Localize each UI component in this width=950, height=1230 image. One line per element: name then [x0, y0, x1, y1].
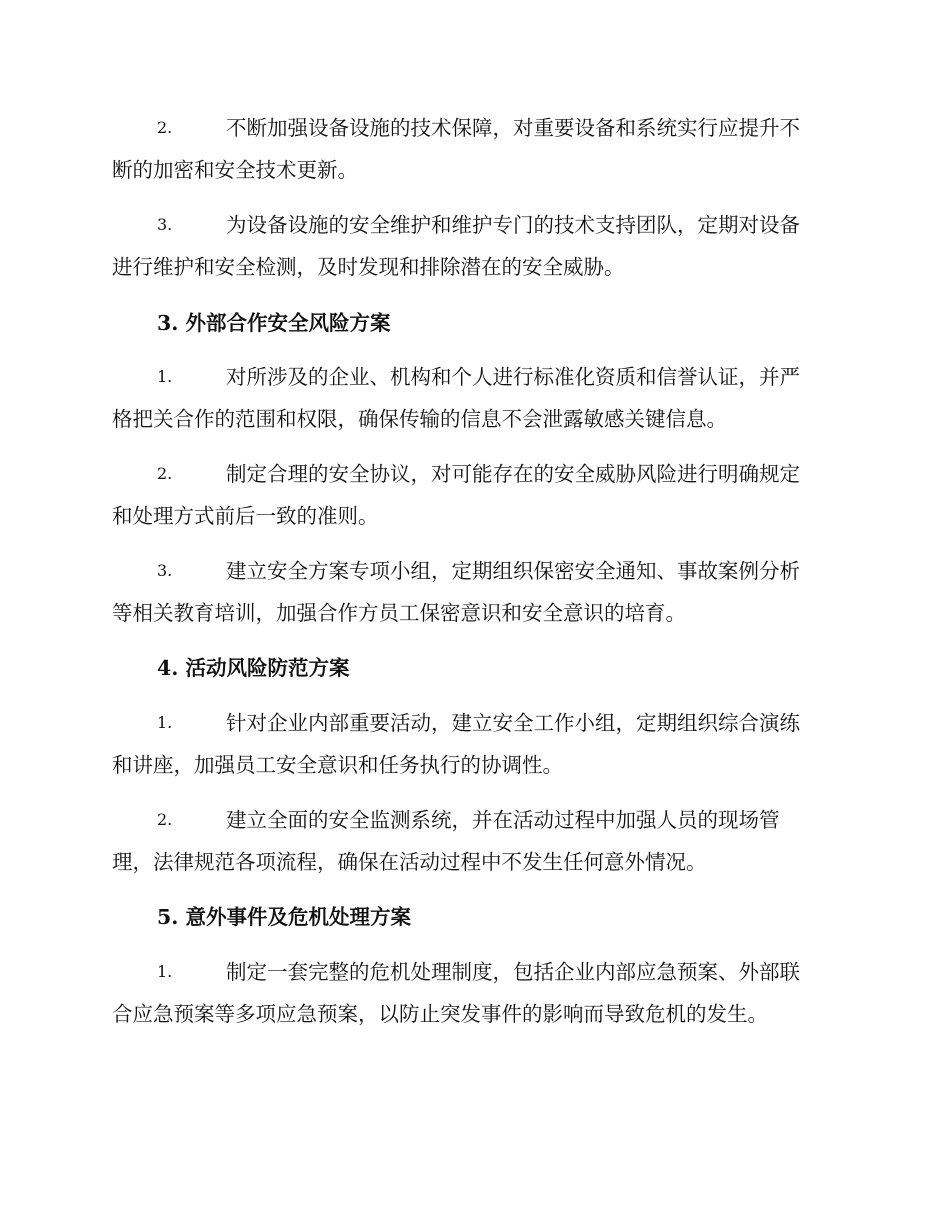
item-number: 2.: [157, 464, 173, 483]
list-item: [112, 958, 840, 1038]
item-text-line: 针对企业内部重要活动，建立安全工作小组，定期组织综合演练: [226, 711, 800, 735]
item-number: 1.: [157, 962, 173, 981]
item-text-line: 格把关合作的范围和权限，确保传输的信息不会泄露敏感关键信息。: [112, 407, 727, 431]
item-number: 3.: [157, 561, 173, 580]
list-item: [112, 557, 840, 637]
item-number: 1.: [157, 367, 173, 386]
item-text-line: 和处理方式前后一致的准则。: [112, 504, 379, 528]
section-heading: 3. 外部合作安全风险方案: [157, 311, 391, 335]
section-heading: 4. 活动风险防范方案: [157, 656, 350, 680]
item-number: 3.: [157, 215, 173, 234]
item-text-line: 制定一套完整的危机处理制度，包括企业内部应急预案、外部联: [226, 960, 800, 984]
item-number: 2.: [157, 118, 173, 137]
item-text-line: 断的加密和安全技术更新。: [112, 158, 358, 182]
item-text-line: 不断加强设备设施的技术保障，对重要设备和系统实行应提升不: [226, 116, 800, 140]
item-text-line: 等相关教育培训，加强合作方员工保密意识和安全意识的培育。: [112, 601, 686, 625]
list-item: [112, 114, 840, 194]
item-text-line: 对所涉及的企业、机构和个人进行标准化资质和信誉认证，并严: [226, 365, 800, 389]
item-text-line: 建立全面的安全监测系统，并在活动过程中加强人员的现场管: [226, 808, 780, 832]
list-item: [112, 806, 840, 886]
section-heading: 5. 意外事件及危机处理方案: [157, 905, 412, 929]
item-text-line: 建立安全方案专项小组，定期组织保密安全通知、事故案例分析: [226, 559, 800, 583]
item-text-line: 和讲座，加强员工安全意识和任务执行的协调性。: [112, 753, 563, 777]
list-item: [112, 709, 840, 789]
item-text-line: 合应急预案等多项应急预案，以防止突发事件的影响而导致危机的发生。: [112, 1002, 768, 1026]
item-text-line: 制定合理的安全协议，对可能存在的安全威胁风险进行明确规定: [226, 462, 800, 486]
item-number: 1.: [157, 713, 173, 732]
list-item: [112, 460, 840, 540]
item-text-line: 进行维护和安全检测，及时发现和排除潜在的安全威胁。: [112, 255, 625, 279]
list-item: [112, 211, 840, 291]
item-number: 2.: [157, 810, 173, 829]
list-item: [112, 363, 840, 443]
item-text-line: 为设备设施的安全维护和维护专门的技术支持团队，定期对设备: [226, 213, 800, 237]
item-text-line: 理，法律规范各项流程，确保在活动过程中不发生任何意外情况。: [112, 850, 707, 874]
